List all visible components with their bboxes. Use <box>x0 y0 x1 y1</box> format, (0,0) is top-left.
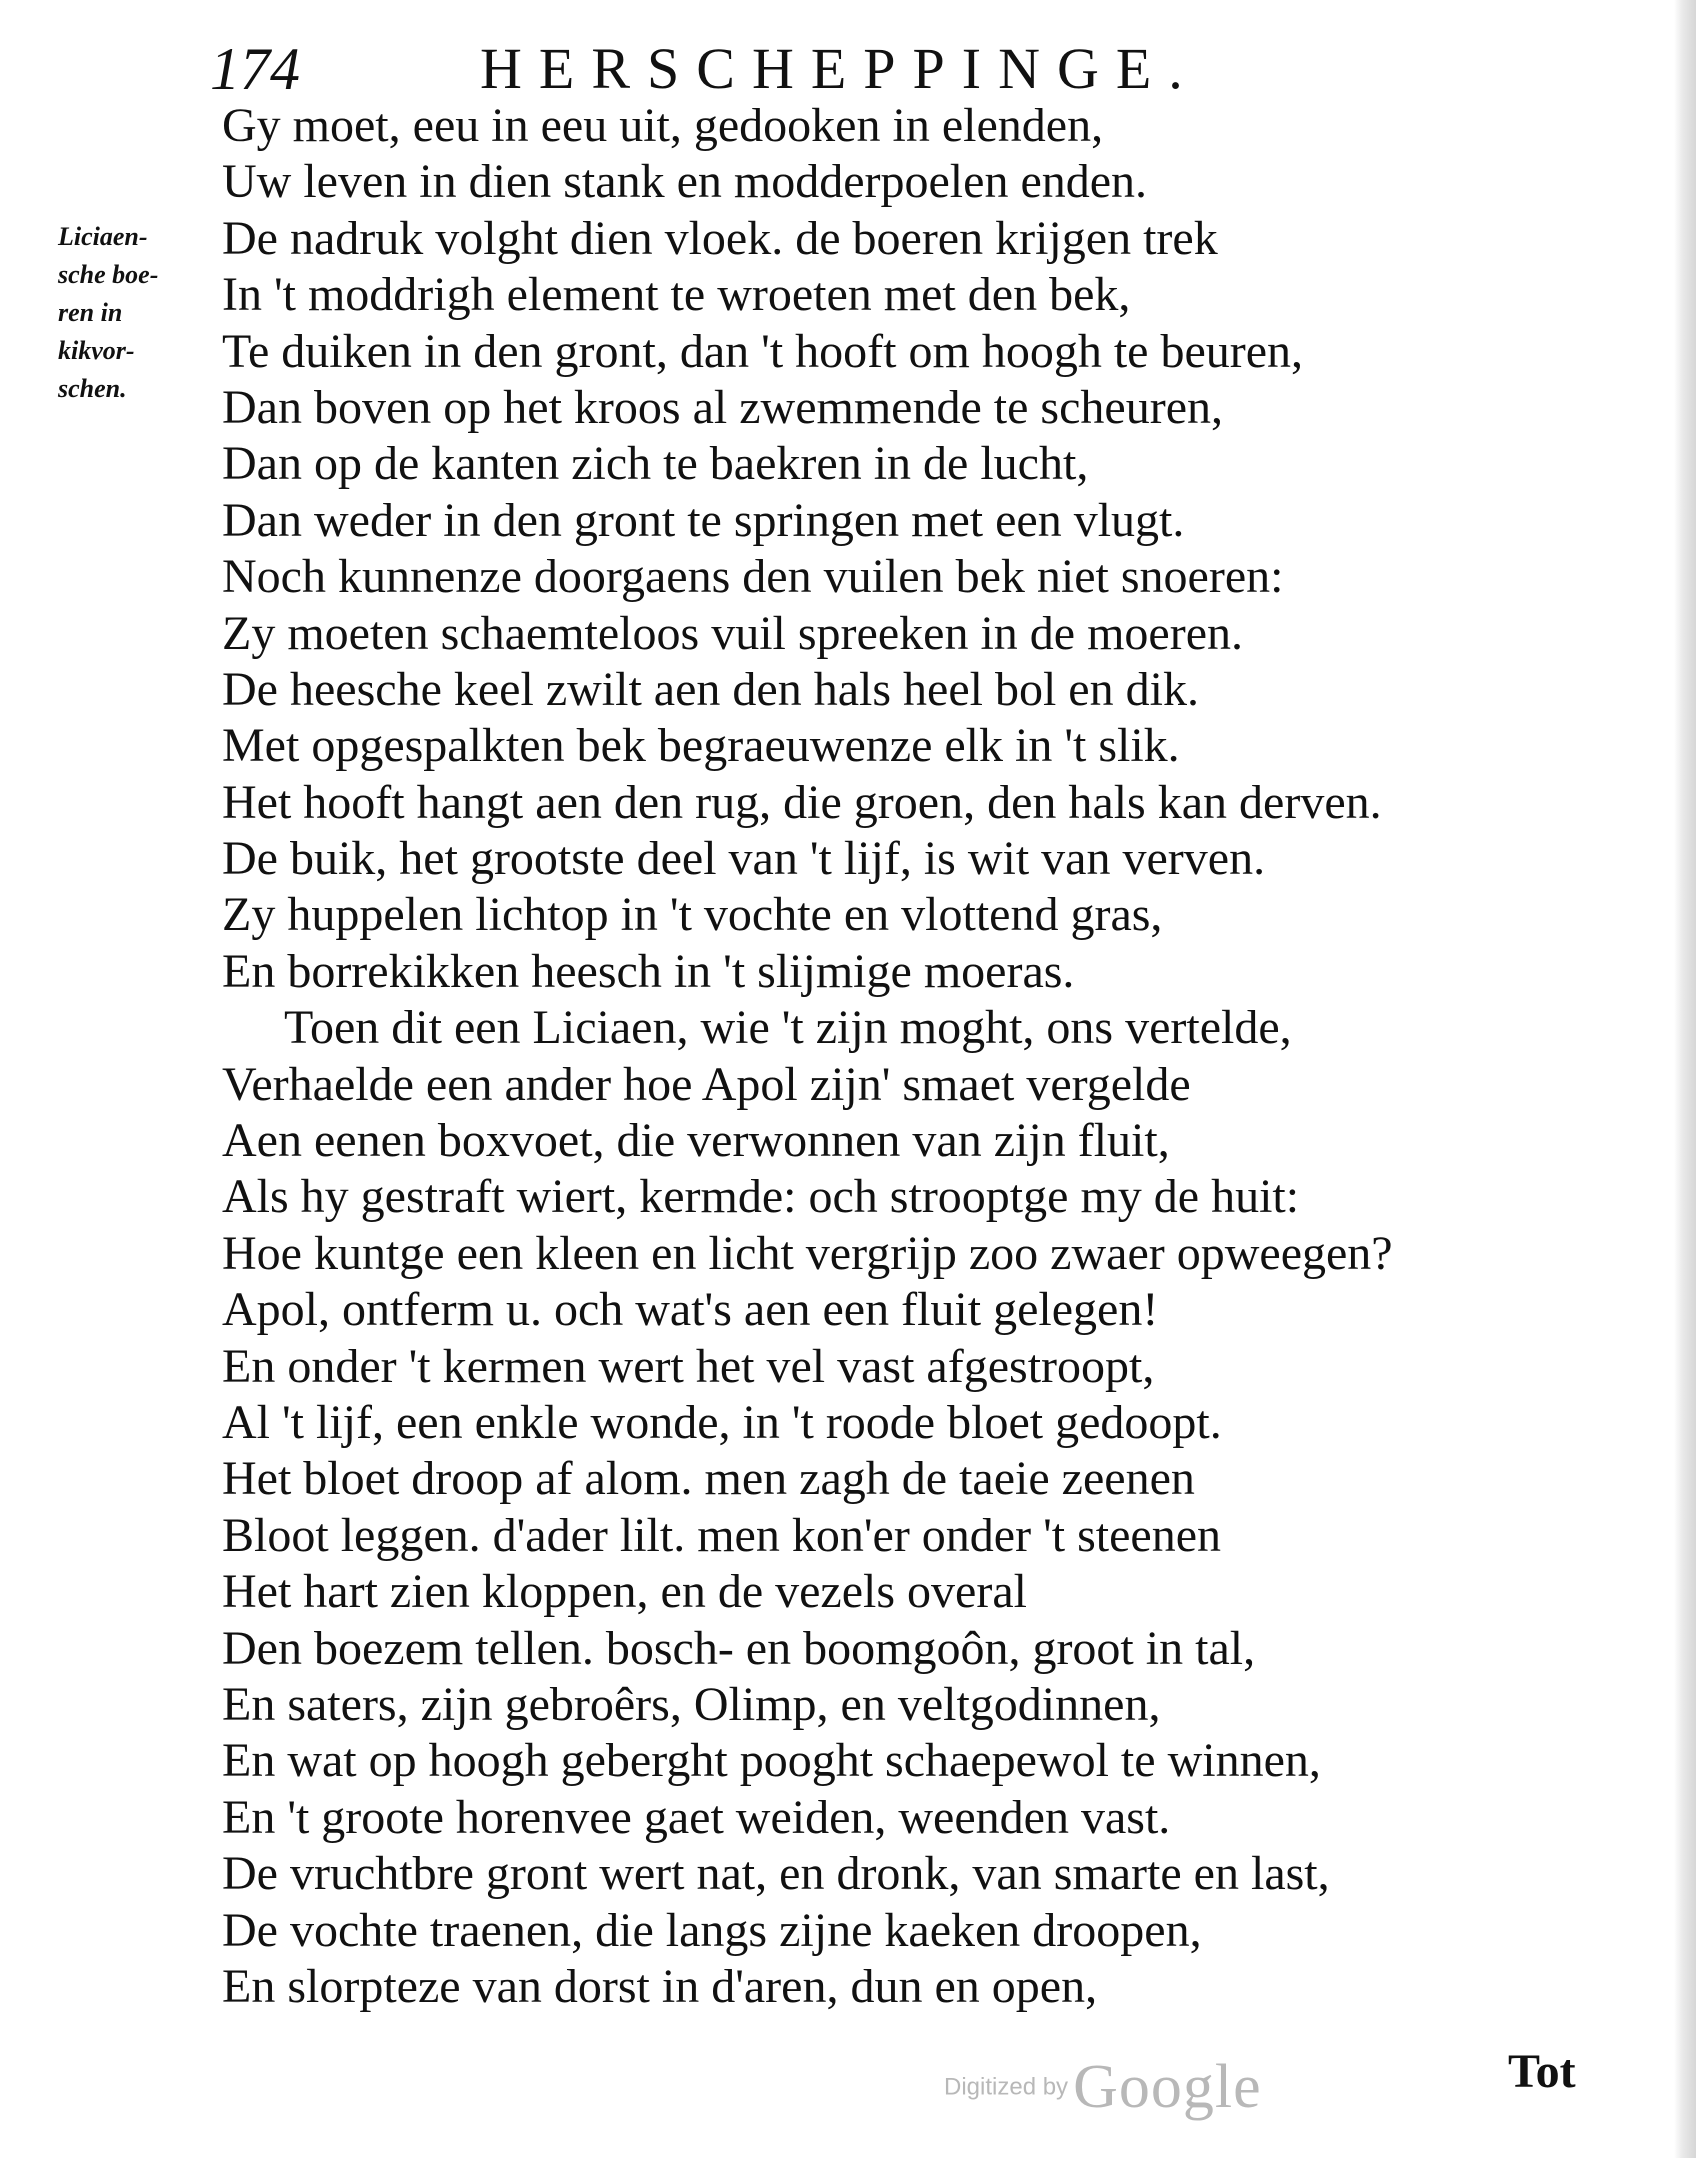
running-title: HERSCHEPPINGE. <box>480 36 1200 101</box>
verse-line: Zy moeten schaemteloos vuil spreeken in de moeren. <box>222 606 1244 660</box>
verse-line: Dan boven op het kroos al zwemmende te scheuren, <box>222 380 1223 434</box>
verse-line: Met opgespalkten bek begraeuwenze elk in 't slik. <box>222 719 1180 773</box>
verse-line: Den boezem tellen. bosch- en boomgoôn, groot in tal, <box>222 1621 1256 1675</box>
verse-line: Uw leven in dien stank en modderpoelen enden. <box>222 155 1148 209</box>
margin-note-line: sche boe- <box>58 260 159 289</box>
watermark-brand: Google <box>1073 2053 1262 2121</box>
margin-note <box>58 218 218 408</box>
page-header <box>210 28 1370 108</box>
verse-line: In 't moddrigh element te wroeten met den bek, <box>222 268 1131 322</box>
verse-line: En saters, zijn gebroêrs, Olimp, en veltgodinnen, <box>222 1677 1161 1731</box>
verse-line: En borrekikken heesch in 't slijmige moeras. <box>222 944 1075 998</box>
verse-line: De vochte traenen, die langs zijne kaeken droopen, <box>222 1903 1202 1957</box>
verse-line: Zy huppelen lichtop in 't vochte en vlottend gras, <box>222 888 1163 942</box>
verse-line: Te duiken in den gront, dan 't hooft om hoogh te beuren, <box>222 324 1304 378</box>
verse-line: Noch kunnenze doorgaens den vuilen bek niet snoeren: <box>222 550 1284 604</box>
verse-line: De vruchtbre gront wert nat, en dronk, van smarte en last, <box>222 1847 1330 1901</box>
verse-line: En onder 't kermen wert het vel vast afgestroopt, <box>222 1339 1155 1393</box>
margin-note-line: kikvor- <box>58 336 135 365</box>
verse-line: De heesche keel zwilt aen den hals heel bol en dik. <box>222 662 1199 716</box>
verse-line: Hoe kuntge een kleen en licht vergrijp zoo zwaer opweegen? <box>222 1226 1393 1280</box>
verse-line: Het hart zien kloppen, en de vezels overal <box>222 1565 1027 1619</box>
digitized-watermark <box>944 2052 1262 2123</box>
verse-block <box>222 98 1602 2015</box>
margin-note-line: ren in <box>58 298 123 327</box>
verse-line: En slorpteze van dorst in d'aren, dun en open, <box>222 1959 1098 2013</box>
verse-line: De nadruk volght dien vloek. de boeren krijgen trek <box>222 211 1218 265</box>
verse-line: Toen dit een Liciaen, wie 't zijn moght, ons vertelde, <box>284 1001 1292 1055</box>
verse-line: Het hooft hangt aen den rug, die groen, den hals kan derven. <box>222 775 1382 829</box>
verse-line: Verhaelde een ander hoe Apol zijn' smaet vergelde <box>222 1057 1191 1111</box>
margin-note-line: Liciaen- <box>58 222 148 251</box>
verse-line: Al 't lijf, een enkle wonde, in 't roode bloet gedoopt. <box>222 1395 1222 1449</box>
verse-line: En 't groote horenvee gaet weiden, weenden vast. <box>222 1790 1171 1844</box>
catchword: Tot <box>1508 2045 1576 2098</box>
page-edge-shadow <box>1674 0 1696 2158</box>
verse-line: Dan weder in den gront te springen met een vlugt. <box>222 493 1185 547</box>
verse-line: De buik, het grootste deel van 't lijf, is wit van verven. <box>222 832 1266 886</box>
verse-line: Het bloet droop af alom. men zagh de taeie zeenen <box>222 1452 1195 1506</box>
verse-line: Gy moet, eeu in eeu uit, gedooken in elenden, <box>222 99 1104 152</box>
margin-note-line: schen. <box>58 374 127 403</box>
watermark-prefix: Digitized by <box>944 2073 1069 2101</box>
verse-line: Als hy gestraft wiert, kermde: och strooptge my de huit: <box>222 1170 1300 1224</box>
verse-line: Apol, ontferm u. och wat's aen een fluit gelegen! <box>222 1283 1159 1337</box>
verse-line: Bloot leggen. d'ader lilt. men kon'er onder 't steenen <box>222 1508 1221 1562</box>
verse-line: Aen eenen boxvoet, die verwonnen van zijn fluit, <box>222 1114 1170 1168</box>
verse-line: Dan op de kanten zich te baekren in de lucht, <box>222 437 1089 491</box>
page-number: 174 <box>210 36 300 102</box>
verse-line: En wat op hoogh geberght pooght schaepewol te winnen, <box>222 1734 1321 1788</box>
